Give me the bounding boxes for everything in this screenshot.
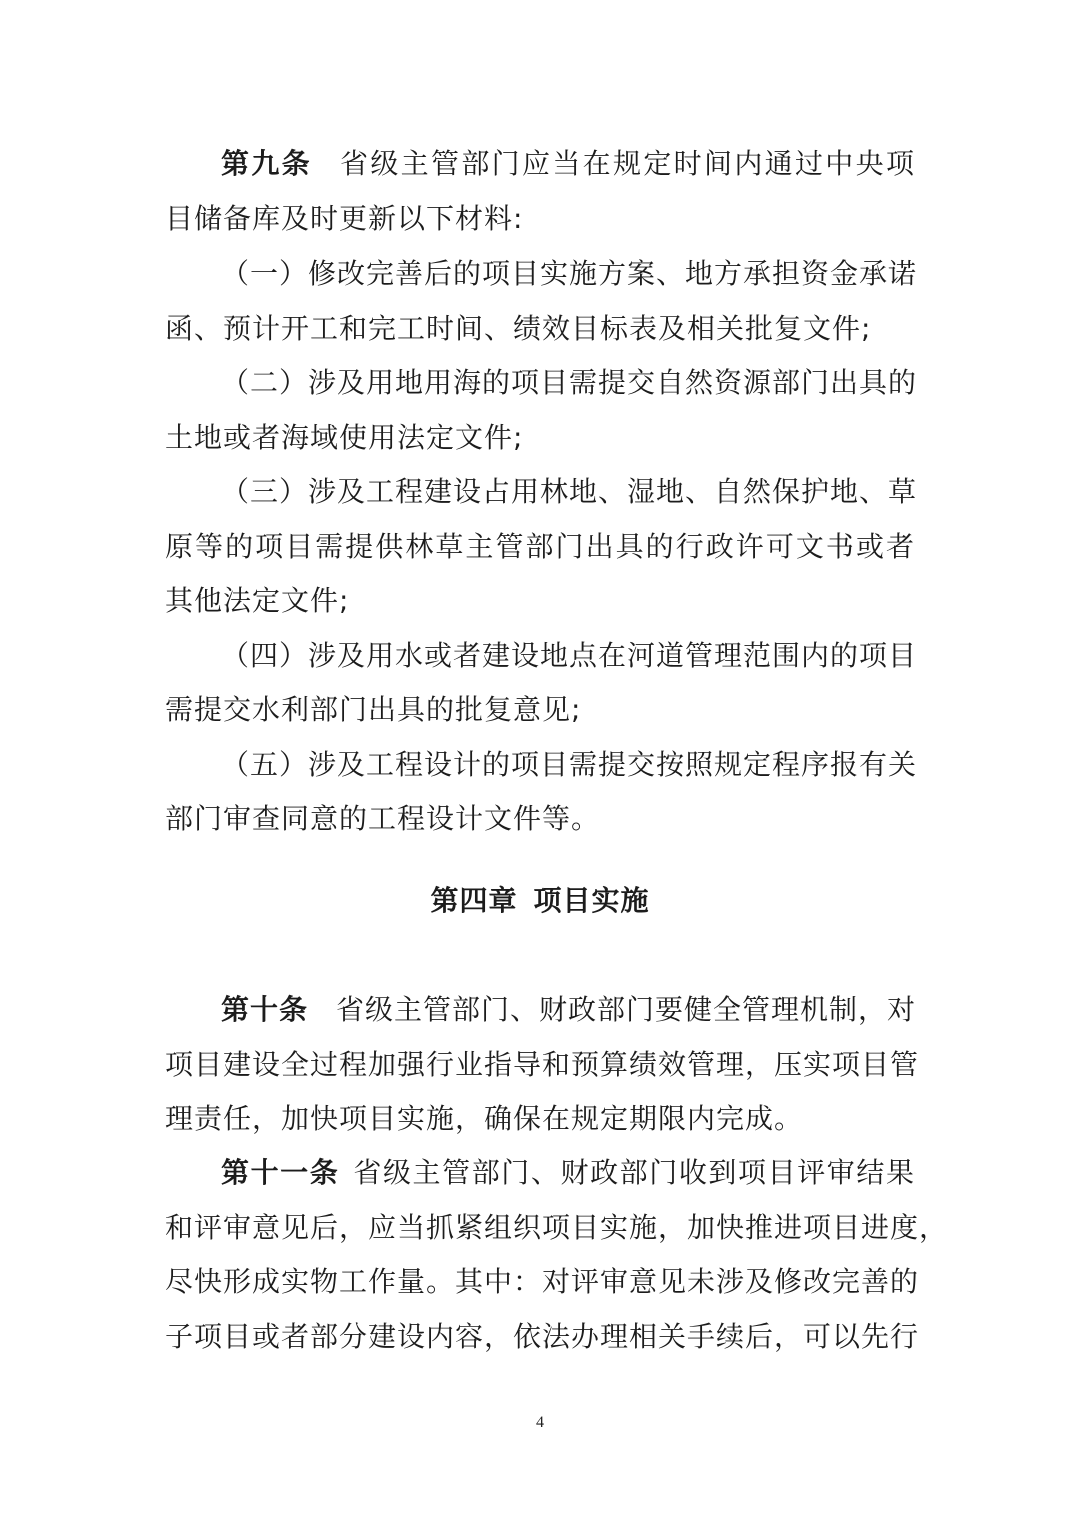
article11-line3: 尽快形成实物工作量。其中：对评审意见未涉及修改完善的: [165, 1265, 920, 1298]
item3-line3: 其他法定文件;: [165, 584, 350, 617]
article11-line2: 和评审意见后，应当抓紧组织项目实施，加快推进项目进度，: [165, 1211, 949, 1244]
item5-line1: （五）涉及工程设计的项目需提交按照规定程序报有关: [221, 748, 918, 781]
article10-text1: 省级主管部门、财政部门要健全管理机制，对: [336, 993, 917, 1026]
article10-heading: 第十条: [221, 993, 309, 1026]
article11-heading: 第十一条: [221, 1156, 340, 1189]
page-number: 4: [536, 1414, 544, 1431]
article9-heading: 第九条: [221, 147, 312, 180]
article9-line1: [165, 144, 915, 184]
chapter-number: 第四章: [430, 884, 518, 917]
article10-line1: [165, 990, 915, 1030]
chapter-title: 项目实施: [533, 884, 650, 917]
item3-line2: 原等的项目需提供林草主管部门出具的行政许可文书或者: [165, 530, 915, 563]
item4-line2: 需提交水利部门出具的批复意见;: [165, 693, 582, 726]
article9-line2: 目储备库及时更新以下材料:: [165, 202, 524, 235]
item1-line1: （一）修改完善后的项目实施方案、地方承担资金承诺: [221, 257, 918, 290]
article11-line1: [165, 1153, 915, 1193]
item1-line2: 函、预计开工和完工时间、绩效目标表及相关批复文件;: [165, 312, 872, 345]
chapter-heading: [0, 881, 1080, 921]
article11-text1: 省级主管部门、财政部门收到项目评审结果: [353, 1156, 915, 1189]
article9-text1: 省级主管部门应当在规定时间内通过中央项: [340, 147, 915, 180]
item3-line1: （三）涉及工程建设占用林地、湿地、自然保护地、草: [221, 475, 918, 508]
article10-line2: 项目建设全过程加强行业指导和预算绩效管理，压实项目管: [165, 1048, 920, 1081]
item5-line2: 部门审查同意的工程设计文件等。: [165, 802, 601, 835]
item2-line1: （二）涉及用地用海的项目需提交自然资源部门出具的: [221, 366, 918, 399]
article10-line3: 理责任，加快项目实施，确保在规定期限内完成。: [165, 1102, 804, 1135]
item2-line2: 土地或者海域使用法定文件;: [165, 421, 524, 454]
article11-line4: 子项目或者部分建设内容，依法办理相关手续后，可以先行: [165, 1320, 920, 1353]
item4-line1: （四）涉及用水或者建设地点在河道管理范围内的项目: [221, 639, 918, 672]
